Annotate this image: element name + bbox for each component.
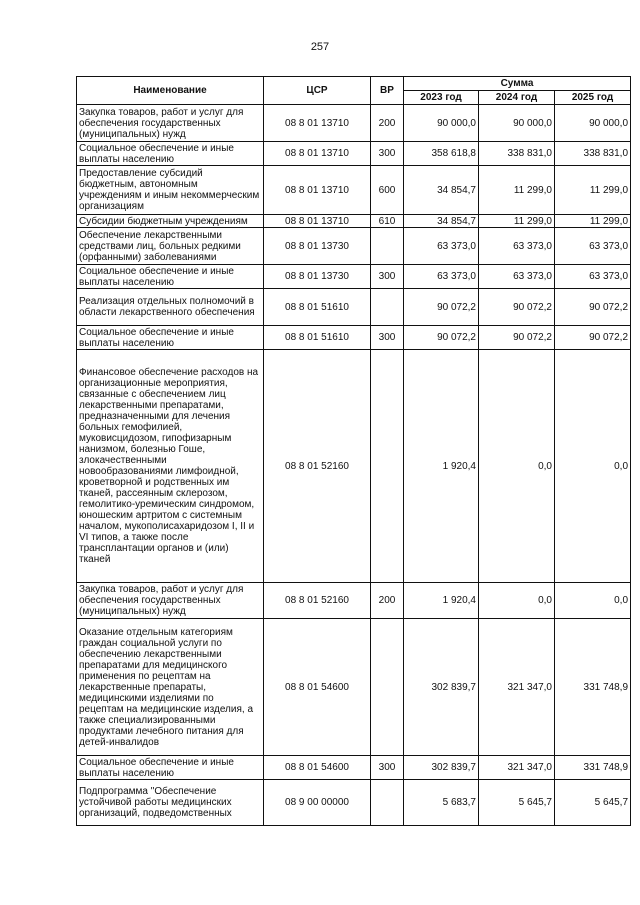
row-name: Социальное обеспечение и иные выплаты населению <box>77 265 264 289</box>
row-vr: 200 <box>371 583 404 619</box>
row-amount-2025: 11 299,0 <box>555 166 631 215</box>
table-row <box>77 215 631 228</box>
header-vr: ВР <box>371 77 404 105</box>
row-amount-2024: 0,0 <box>479 583 555 619</box>
row-vr: 600 <box>371 166 404 215</box>
row-name: Предоставление субсидий бюджетным, автономным учреждениям и иным некоммерческим организациям <box>77 166 264 215</box>
row-csr: 08 8 01 13710 <box>264 215 371 228</box>
row-name: Закупка товаров, работ и услуг для обеспечения государственных (муниципальных) нужд <box>77 583 264 619</box>
table-row <box>77 780 631 826</box>
row-csr: 08 8 01 13710 <box>264 105 371 142</box>
row-vr <box>371 228 404 265</box>
row-amount-2025: 11 299,0 <box>555 215 631 228</box>
table-row <box>77 142 631 166</box>
row-amount-2024: 90 072,2 <box>479 326 555 350</box>
row-csr: 08 8 01 13730 <box>264 265 371 289</box>
row-name: Реализация отдельных полномочий в области лекарственного обеспечения <box>77 289 264 326</box>
row-amount-2023: 63 373,0 <box>404 228 479 265</box>
row-csr: 08 8 01 52160 <box>264 583 371 619</box>
row-amount-2025: 63 373,0 <box>555 228 631 265</box>
row-name: Оказание отдельным категориям граждан социальной услуги по обеспечению лекарственными препаратами для медицинского применения по рецептам на лекарственные препараты, медицинскими изделиями по рецептам на медицинские изделия, а также специализированными продуктами лечебного питания для детей-инвалидов <box>77 619 264 756</box>
table-row <box>77 326 631 350</box>
row-name: Социальное обеспечение и иные выплаты населению <box>77 142 264 166</box>
table-row <box>77 166 631 215</box>
row-amount-2024: 321 347,0 <box>479 756 555 780</box>
row-amount-2024: 11 299,0 <box>479 166 555 215</box>
table-row <box>77 265 631 289</box>
row-amount-2024: 0,0 <box>479 350 555 583</box>
row-vr: 200 <box>371 105 404 142</box>
row-amount-2025: 0,0 <box>555 350 631 583</box>
row-csr: 08 8 01 54600 <box>264 619 371 756</box>
row-amount-2023: 90 072,2 <box>404 289 479 326</box>
row-csr: 08 9 00 00000 <box>264 780 371 826</box>
table-row <box>77 619 631 756</box>
table-row <box>77 105 631 142</box>
header-year-2025: 2025 год <box>555 91 631 105</box>
row-amount-2023: 34 854,7 <box>404 215 479 228</box>
row-name: Субсидии бюджетным учреждениям <box>77 215 264 228</box>
row-csr: 08 8 01 51610 <box>264 289 371 326</box>
header-csr: ЦСР <box>264 77 371 105</box>
row-amount-2024: 338 831,0 <box>479 142 555 166</box>
header-year-2023: 2023 год <box>404 91 479 105</box>
row-vr: 610 <box>371 215 404 228</box>
header-name: Наименование <box>77 77 264 105</box>
row-amount-2023: 358 618,8 <box>404 142 479 166</box>
table-row <box>77 583 631 619</box>
table-row <box>77 289 631 326</box>
row-csr: 08 8 01 13730 <box>264 228 371 265</box>
row-amount-2025: 5 645,7 <box>555 780 631 826</box>
row-name: Закупка товаров, работ и услуг для обеспечения государственных (муниципальных) нужд <box>77 105 264 142</box>
row-amount-2023: 90 072,2 <box>404 326 479 350</box>
row-vr: 300 <box>371 326 404 350</box>
row-amount-2025: 90 072,2 <box>555 326 631 350</box>
row-amount-2024: 90 000,0 <box>479 105 555 142</box>
row-vr <box>371 780 404 826</box>
row-amount-2024: 11 299,0 <box>479 215 555 228</box>
row-name: Подпрограмма "Обеспечение устойчивой работы медицинских организаций, подведомственных <box>77 780 264 826</box>
row-name: Финансовое обеспечение расходов на организационные мероприятия, связанные с обеспечением лиц лекарственными препаратами, предназначенными для лечения больных гемофилией, муковисцидозом, гипофизарным нанизмом, болезнью Гоше, злокачественными новообразованиями лимфоидной, кроветворной и родственных им тканей, рассеянным склерозом, гемолитико-уремическим синдромом, юношеским артритом с системным началом, мукополисахаридозом I, II и VI типов, а также после трансплантации органов и (или) тканей <box>77 350 264 583</box>
budget-table <box>76 76 631 826</box>
row-amount-2024: 90 072,2 <box>479 289 555 326</box>
row-vr: 300 <box>371 756 404 780</box>
row-amount-2023: 90 000,0 <box>404 105 479 142</box>
row-amount-2023: 1 920,4 <box>404 583 479 619</box>
row-amount-2023: 302 839,7 <box>404 619 479 756</box>
row-amount-2025: 63 373,0 <box>555 265 631 289</box>
row-amount-2025: 331 748,9 <box>555 756 631 780</box>
row-amount-2025: 338 831,0 <box>555 142 631 166</box>
row-vr: 300 <box>371 265 404 289</box>
row-amount-2023: 5 683,7 <box>404 780 479 826</box>
table-row <box>77 228 631 265</box>
row-amount-2023: 1 920,4 <box>404 350 479 583</box>
row-csr: 08 8 01 13710 <box>264 142 371 166</box>
page-number: 257 <box>310 41 330 53</box>
row-name: Социальное обеспечение и иные выплаты населению <box>77 756 264 780</box>
row-csr: 08 8 01 13710 <box>264 166 371 215</box>
row-csr: 08 8 01 52160 <box>264 350 371 583</box>
row-vr <box>371 619 404 756</box>
row-name: Обеспечение лекарственными средствами лиц, больных редкими (орфанными) заболеваниями <box>77 228 264 265</box>
row-amount-2024: 63 373,0 <box>479 265 555 289</box>
row-amount-2025: 90 000,0 <box>555 105 631 142</box>
row-amount-2025: 331 748,9 <box>555 619 631 756</box>
row-amount-2025: 90 072,2 <box>555 289 631 326</box>
row-amount-2023: 34 854,7 <box>404 166 479 215</box>
row-vr: 300 <box>371 142 404 166</box>
row-amount-2023: 63 373,0 <box>404 265 479 289</box>
header-year-2024: 2024 год <box>479 91 555 105</box>
row-amount-2024: 321 347,0 <box>479 619 555 756</box>
row-amount-2024: 63 373,0 <box>479 228 555 265</box>
table-row <box>77 756 631 780</box>
table-row <box>77 350 631 583</box>
row-amount-2024: 5 645,7 <box>479 780 555 826</box>
row-csr: 08 8 01 51610 <box>264 326 371 350</box>
row-name: Социальное обеспечение и иные выплаты населению <box>77 326 264 350</box>
header-sum: Сумма <box>404 77 631 91</box>
row-amount-2025: 0,0 <box>555 583 631 619</box>
row-vr <box>371 289 404 326</box>
row-vr <box>371 350 404 583</box>
row-amount-2023: 302 839,7 <box>404 756 479 780</box>
row-csr: 08 8 01 54600 <box>264 756 371 780</box>
